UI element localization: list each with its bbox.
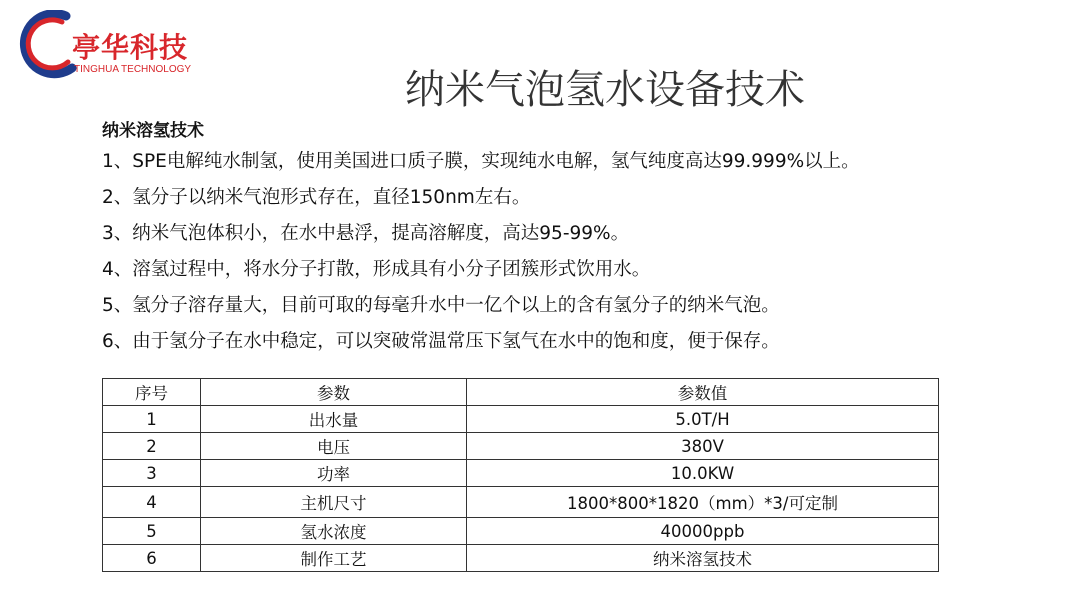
table-row: [103, 545, 939, 572]
table-row: [103, 460, 939, 487]
col-header-index: 序号: [103, 379, 201, 406]
feature-item: 1、SPE电解纯水制氢，使用美国进口质子膜，实现纯水电解，氢气纯度高达99.999%以上。: [102, 151, 860, 172]
section-heading: 纳米溶氢技术: [102, 121, 204, 141]
table-header-row: [103, 379, 939, 406]
table-cell-value: 1800*800*1820（mm）*3/可定制: [467, 487, 939, 518]
logo-name-cn: 亭华科技: [72, 31, 189, 64]
table-row: [103, 433, 939, 460]
table-cell-index: 1: [103, 406, 201, 433]
feature-item: 5、氢分子溶存量大，目前可取的每毫升水中一亿个以上的含有氢分子的纳米气泡。: [102, 295, 780, 316]
table-cell-index: 4: [103, 487, 201, 518]
table-cell-param: 功率: [201, 460, 467, 487]
table-cell-value: 纳米溶氢技术: [467, 545, 939, 572]
table-cell-param: 出水量: [201, 406, 467, 433]
col-header-value: 参数值: [467, 379, 939, 406]
table-cell-value: 380V: [467, 433, 939, 460]
spec-table: [102, 378, 939, 572]
table-cell-index: 2: [103, 433, 201, 460]
page-title: 纳米气泡氢水设备技术: [405, 67, 805, 113]
table-cell-param: 氢水浓度: [201, 518, 467, 545]
table-cell-param: 主机尺寸: [201, 487, 467, 518]
table-row: [103, 487, 939, 518]
feature-list: [102, 146, 1062, 362]
feature-item: 6、由于氢分子在水中稳定，可以突破常温常压下氢气在水中的饱和度，便于保存。: [102, 331, 780, 352]
table-row: [103, 406, 939, 433]
feature-item: 4、溶氢过程中，将水分子打散，形成具有小分子团簇形式饮用水。: [102, 259, 651, 280]
table-cell-index: 3: [103, 460, 201, 487]
logo-name-en: TINGHUA TECHNOLOGY: [74, 64, 192, 75]
table-cell-index: 5: [103, 518, 201, 545]
table-cell-param: 电压: [201, 433, 467, 460]
table-cell-value: 10.0KW: [467, 460, 939, 487]
table-cell-index: 6: [103, 545, 201, 572]
table-row: [103, 518, 939, 545]
col-header-param: 参数: [201, 379, 467, 406]
table-cell-value: 5.0T/H: [467, 406, 939, 433]
feature-item: 2、氢分子以纳米气泡形式存在，直径150nm左右。: [102, 187, 531, 208]
table-cell-value: 40000ppb: [467, 518, 939, 545]
feature-item: 3、纳米气泡体积小，在水中悬浮，提高溶解度，高达95-99%。: [102, 223, 630, 244]
table-cell-param: 制作工艺: [201, 545, 467, 572]
